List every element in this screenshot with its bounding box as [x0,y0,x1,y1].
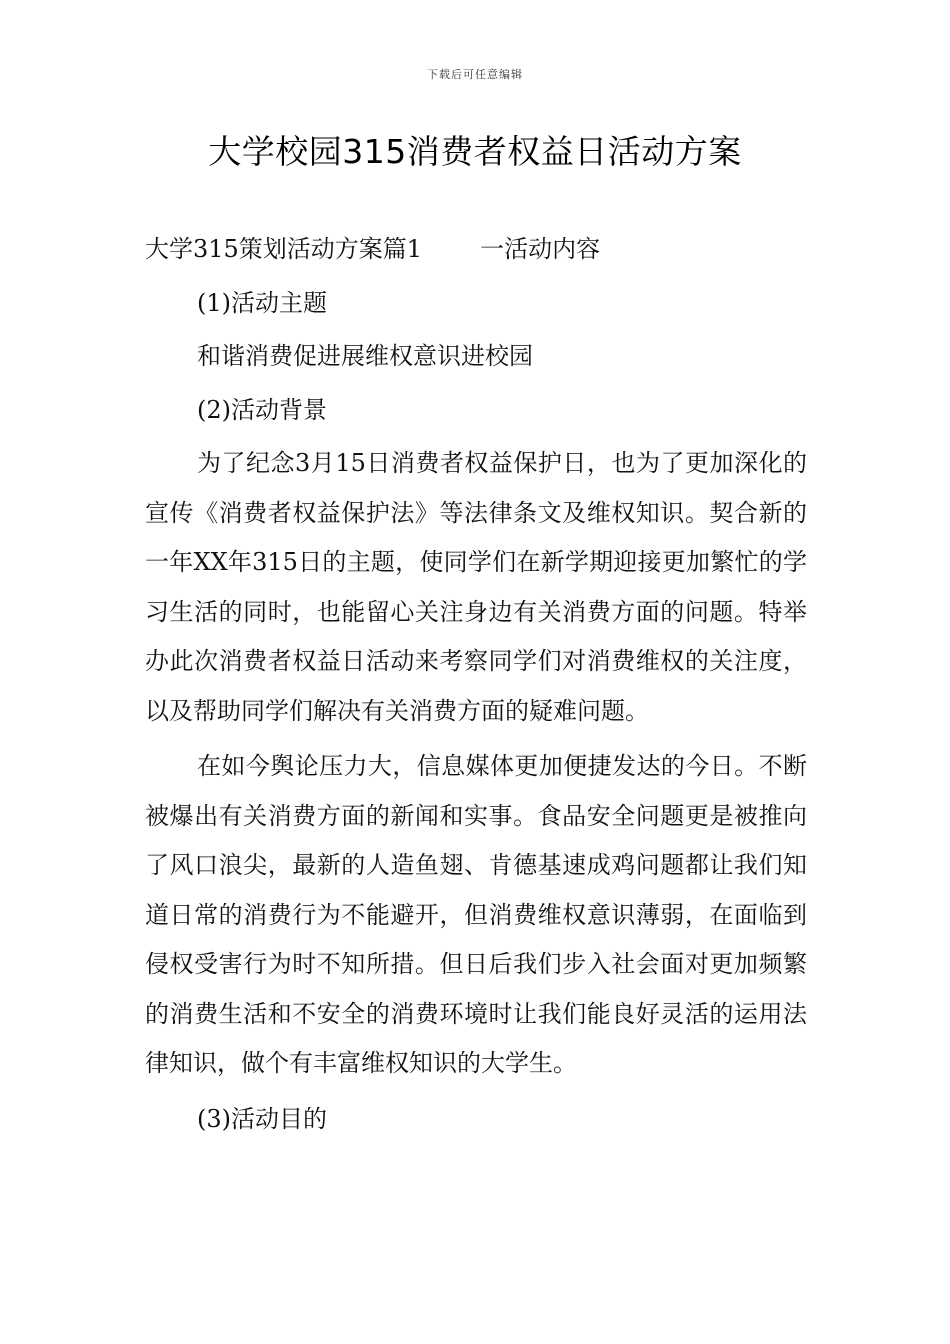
document-title: 大学校园315消费者权益日活动方案 [208,132,742,171]
background-paragraph-2: 在如今舆论压力大，信息媒体更加便捷发达的今日。不断被爆出有关消费方面的新闻和实事。食品安全问题更是被推向了风口浪尖，最新的人造鱼翅、肯德基速成鸡问题都让我们知道日常的消费行为不能避开，但消费维权意识薄弱，在面临到侵权受害行为时不知所措。但日后我们步入社会面对更加频繁的消费生活和不安全的消费环境时让我们能良好灵活的运用法律知识，做个有丰富维权知识的大学生。 [145,752,807,1077]
document-body [145,225,807,1144]
theme-text: 和谐消费促进展维权意识进校园 [197,342,533,370]
sub-heading-theme: (1)活动主题 [197,288,327,317]
header-note: 下载后可任意编辑 [427,68,523,81]
content-heading: 一活动内容 [480,235,601,263]
sub-heading-background: (2)活动背景 [197,395,327,424]
background-paragraph-1: 为了纪念3月15日消费者权益保护日，也为了更加深化的宣传《消费者权益保护法》等法律条文及维权知识。契合新的一年XX年315日的主题，使同学们在新学期迎接更加繁忙的学习生活的同时，也能留心关注身边有关消费方面的问题。特举办此次消费者权益日活动来考察同学们对消费维权的关注度，以及帮助同学们解决有关消费方面的疑难问题。 [145,449,807,725]
section-heading: 大学315策划活动方案篇1 [145,235,423,263]
sub-heading-purpose: (3)活动目的 [197,1104,327,1133]
section-heading-line [145,225,807,275]
